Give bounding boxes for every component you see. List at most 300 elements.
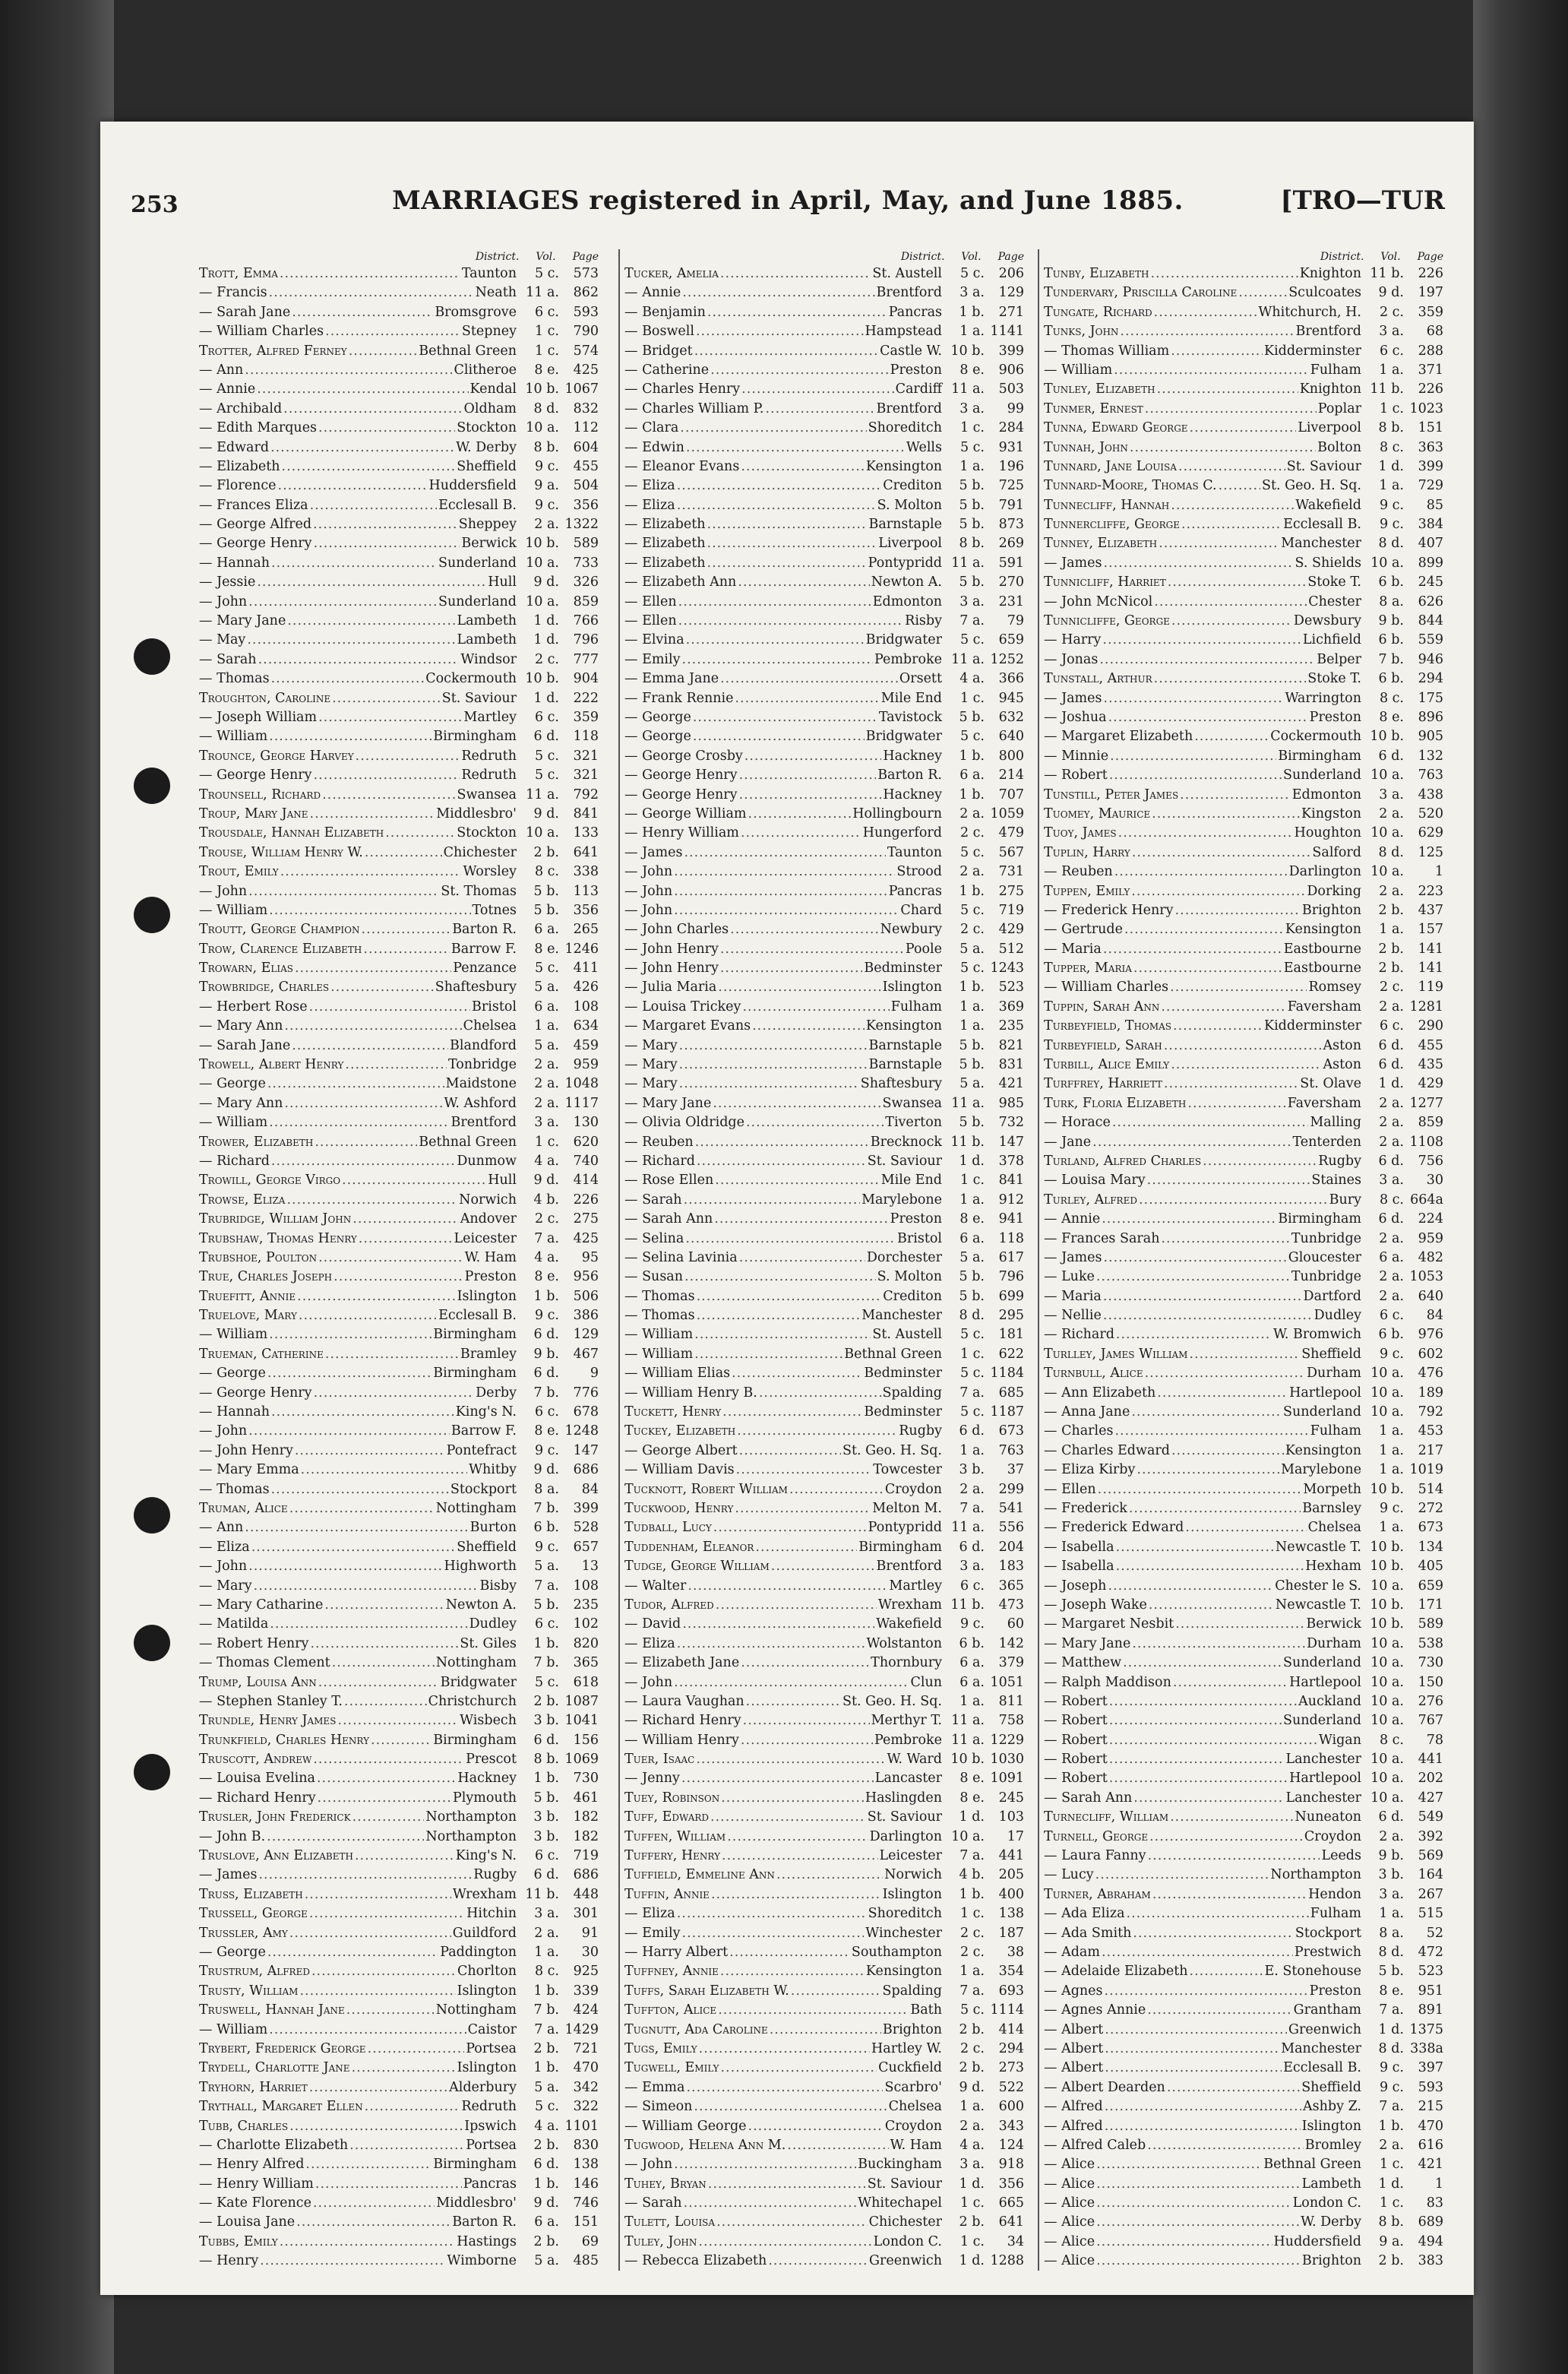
entry-district: W. Ward: [887, 1752, 942, 1768]
leader-dots: [1102, 631, 1301, 650]
entry-volume: 10 a.: [1370, 1693, 1404, 1709]
leader-dots: [1112, 1113, 1309, 1132]
entry-district: Brighton: [882, 2021, 942, 2037]
entry-district: Hull: [488, 1173, 517, 1189]
entry-volume: 3 b.: [533, 1828, 559, 1844]
entry-name: — Mary: [624, 1076, 678, 1092]
entry-page: 1030: [990, 1752, 1024, 1768]
register-entry: [624, 1924, 1024, 1943]
entry-name: — Eliza: [624, 1635, 675, 1651]
entry-district: Chichester: [868, 2214, 942, 2230]
entry-page: 187: [998, 1925, 1024, 1941]
entry-name: Turner, Abraham: [1044, 1886, 1151, 1902]
entry-page: 657: [573, 1539, 599, 1555]
entry-page: 673: [998, 1423, 1024, 1439]
register-entry: [1044, 2059, 1443, 2078]
entry-name: — William: [624, 1346, 694, 1362]
entry-page: 386: [573, 1308, 599, 1324]
entry-page: 1101: [564, 2118, 599, 2134]
register-entry: [199, 1962, 599, 1981]
entry-name: Tuffney, Annie: [624, 1964, 719, 1980]
entry-volume: 9 c.: [534, 1442, 559, 1458]
entry-page: 138: [998, 1906, 1024, 1922]
leader-dots: [267, 1364, 432, 1383]
entry-name: — Agnes: [1044, 1983, 1103, 1999]
register-entry: [199, 1904, 599, 1923]
entry-page: 424: [573, 2002, 599, 2018]
entry-name: Tuddenham, Eleanor: [624, 1539, 754, 1555]
entry-page: 906: [998, 362, 1024, 378]
register-entry: [199, 1635, 599, 1654]
leader-dots: [741, 1731, 873, 1750]
entry-page: 99: [1007, 400, 1024, 416]
entry-district: Lambeth: [457, 613, 517, 629]
entry-district: Hartlepool: [1289, 1674, 1361, 1690]
entry-name: — Kate Florence: [199, 2195, 311, 2211]
entry-name: — Mary Jane: [624, 1095, 712, 1111]
leader-dots: [674, 2155, 856, 2174]
entry-name: — William: [1044, 362, 1113, 378]
leader-dots: [280, 2233, 456, 2252]
entry-volume: 1 a.: [959, 458, 985, 474]
register-entry: [624, 940, 1024, 959]
entry-name: — Rebecca Elizabeth: [624, 2253, 767, 2269]
register-entry: [199, 1847, 599, 1866]
entry-page: 721: [573, 2040, 599, 2056]
entry-district: Leeds: [1321, 1848, 1361, 1864]
leader-dots: [365, 844, 442, 863]
entry-name: — James: [1044, 1249, 1102, 1265]
entry-page: 514: [1418, 1481, 1443, 1497]
leader-dots: [1105, 2097, 1301, 2116]
column-header-page: Page: [572, 251, 599, 263]
leader-dots: [1120, 322, 1294, 341]
entry-district: Preston: [890, 362, 942, 378]
entry-name: — Ada Eliza: [1044, 1906, 1125, 1922]
entry-volume: 8 c.: [1379, 1732, 1404, 1748]
register-entry: [624, 1828, 1024, 1847]
entry-name: — Jane: [1044, 1134, 1092, 1150]
entry-district: Bedminster: [864, 1404, 942, 1420]
entry-district: Croydon: [884, 1481, 942, 1497]
entry-district: Ecclesall B.: [438, 497, 517, 513]
register-entry: [1044, 1325, 1443, 1344]
leader-dots: [362, 920, 451, 939]
entry-volume: 6 d.: [1378, 1153, 1404, 1169]
entry-district: W. Ham: [890, 2137, 942, 2153]
entry-page: 896: [1418, 709, 1443, 725]
entry-volume: 6 b.: [1378, 632, 1404, 648]
register-entry: [199, 1094, 599, 1113]
entry-page: 141: [1418, 941, 1443, 957]
register-entry: [624, 766, 1024, 785]
leader-dots: [1096, 2252, 1301, 2271]
entry-district: Brighton: [1301, 902, 1361, 918]
entry-page: 841: [573, 806, 599, 821]
entry-name: — Susan: [624, 1269, 684, 1285]
leader-dots: [722, 1847, 878, 1866]
entry-name: — Mary Emma: [199, 1462, 299, 1478]
entry-volume: 8 e.: [1379, 709, 1404, 725]
entry-page: 288: [1418, 343, 1443, 359]
register-entry: [1044, 1094, 1443, 1113]
entry-name: Tunnicliffe, George: [1044, 613, 1170, 629]
leader-dots: [247, 631, 455, 650]
entry-district: St. Olave: [1300, 1076, 1361, 1092]
register-entry: [1044, 1711, 1443, 1730]
leader-dots: [1173, 1017, 1263, 1036]
entry-page: 830: [573, 2137, 599, 2153]
entry-page: 108: [573, 1578, 599, 1594]
register-entry: [1044, 1538, 1443, 1557]
register-entry: [1044, 515, 1443, 534]
entry-name: Tuckwood, Henry: [624, 1501, 734, 1516]
register-entry: [199, 1924, 599, 1943]
entry-name: — Bridget: [624, 343, 693, 359]
register-entry: [624, 1635, 1024, 1654]
entry-page: 732: [998, 1115, 1024, 1131]
register-entry: [1044, 303, 1443, 322]
entry-volume: 2 c.: [534, 1211, 559, 1227]
entry-district: Strood: [896, 864, 942, 880]
leader-dots: [741, 380, 893, 399]
entry-volume: 8 d.: [1378, 844, 1404, 860]
register-entry: [624, 882, 1024, 901]
register-entry: [624, 1518, 1024, 1537]
entry-name: — Alice: [1044, 2195, 1095, 2211]
entry-district: Sheffield: [1301, 2079, 1361, 2095]
leader-dots: [314, 766, 460, 785]
entry-volume: 5 b.: [533, 902, 559, 918]
leader-dots: [271, 554, 437, 573]
register-entry: [1044, 534, 1443, 553]
entry-page: 421: [998, 1076, 1024, 1092]
entry-name: — Richard: [199, 1153, 270, 1169]
entry-page: 322: [573, 2099, 599, 2115]
register-entry: [624, 1325, 1024, 1344]
entry-page: 476: [1418, 1366, 1443, 1382]
leader-dots: [1118, 824, 1293, 843]
scan-edge-right: [1473, 0, 1568, 2374]
leader-dots: [1157, 380, 1298, 399]
leader-dots: [727, 1828, 868, 1847]
entry-district: Sculcoates: [1288, 285, 1361, 301]
register-entry: [624, 1384, 1024, 1403]
leader-dots: [674, 882, 887, 901]
entry-district: Preston: [1309, 709, 1361, 725]
entry-volume: 1 d.: [1378, 2021, 1404, 2037]
leader-dots: [711, 1885, 881, 1904]
entry-district: Stockton: [457, 825, 517, 841]
entry-district: Bridgwater: [865, 632, 942, 648]
leader-dots: [1154, 303, 1257, 322]
entry-name: — Edward: [199, 439, 270, 455]
register-entry: [199, 593, 599, 612]
entry-name: — Jonas: [1044, 651, 1099, 667]
entry-volume: 1 c.: [959, 420, 985, 436]
entry-name: Tuplin, Harry: [1044, 844, 1130, 860]
entry-volume: 6 c.: [1379, 343, 1404, 359]
entry-volume: 6 c.: [534, 1404, 559, 1420]
register-entry: [624, 1615, 1024, 1634]
register-entry: [1044, 573, 1443, 592]
entry-district: St. Thomas: [441, 883, 517, 899]
entry-volume: 10 a.: [1370, 825, 1404, 841]
register-entry: [199, 283, 599, 302]
leader-dots: [1103, 554, 1293, 573]
leader-dots: [1096, 1268, 1290, 1287]
leader-dots: [280, 264, 460, 283]
entry-name: Tunby, Elizabeth: [1044, 266, 1149, 281]
entry-district: St. Saviour: [1286, 458, 1361, 474]
register-entry: [1044, 1769, 1443, 1788]
entry-name: — Louisa Evelina: [199, 1771, 315, 1787]
entry-volume: 6 c.: [1379, 1018, 1404, 1034]
entry-name: Trydell, Charlotte Jane: [199, 2060, 350, 2076]
register-entry: [624, 496, 1024, 515]
entry-volume: 5 b.: [959, 517, 985, 533]
register-entry: [199, 361, 599, 380]
entry-page: 245: [1418, 575, 1443, 590]
leader-dots: [1170, 1808, 1293, 1827]
entry-district: Alderbury: [449, 2079, 517, 2095]
leader-dots: [346, 2001, 435, 2020]
entry-name: — Hannah: [199, 1404, 270, 1420]
entry-volume: 1 a.: [1379, 362, 1404, 378]
entry-page: 796: [998, 1269, 1024, 1285]
entry-name: Troutt, George Champion: [199, 922, 360, 938]
entry-name: — George Albert: [624, 1442, 738, 1458]
entry-volume: 10 a.: [1370, 1404, 1404, 1420]
entry-volume: 8 c.: [534, 1964, 559, 1980]
leader-dots: [682, 283, 874, 302]
entry-name: — George Henry: [199, 1385, 312, 1401]
leader-dots: [674, 901, 899, 920]
leader-dots: [287, 612, 455, 631]
entry-district: Bethnal Green: [419, 1134, 517, 1150]
entry-volume: 10 b.: [525, 381, 559, 397]
entry-district: Marylebone: [861, 1192, 942, 1208]
leader-dots: [1108, 708, 1308, 727]
register-entry: [199, 747, 599, 766]
entry-volume: 10 a.: [526, 825, 559, 841]
entry-page: 665: [998, 2195, 1024, 2211]
register-entry: [199, 940, 599, 959]
entry-volume: 9 a.: [534, 478, 559, 494]
entry-volume: 4 a.: [959, 2137, 985, 2153]
register-entry: [1044, 708, 1443, 727]
entry-district: Birmingham: [858, 1539, 942, 1555]
column-header-district: District.: [475, 251, 520, 263]
leader-dots: [332, 689, 441, 708]
leader-dots: [313, 2194, 435, 2213]
entry-name: — Richard Henry: [199, 1790, 316, 1806]
register-entry: [199, 1037, 599, 1056]
entry-page: 164: [1418, 1867, 1443, 1883]
entry-page: 1141: [990, 324, 1024, 340]
entry-district: Rugby: [899, 1423, 942, 1439]
entry-name: — James: [1044, 690, 1102, 706]
entry-volume: 10 b.: [1370, 1559, 1404, 1575]
entry-page: 792: [573, 787, 599, 802]
entry-name: — Harry: [1044, 632, 1102, 648]
entry-name: — John: [199, 594, 248, 609]
leader-dots: [284, 1094, 442, 1113]
entry-district: Shoreditch: [868, 420, 942, 436]
entry-district: Bridgwater: [865, 729, 942, 745]
leader-dots: [269, 727, 432, 746]
register-entry: [624, 264, 1024, 283]
entry-district: Merthyr T.: [871, 1713, 942, 1729]
entry-district: Islington: [1301, 2118, 1361, 2134]
entry-name: — Joshua: [1044, 709, 1107, 725]
entry-page: 699: [998, 1288, 1024, 1304]
entry-district: Bolton: [1317, 439, 1361, 455]
leader-dots: [707, 303, 887, 322]
entry-volume: 2 b.: [1378, 941, 1404, 957]
entry-district: Tiverton: [885, 1115, 942, 1131]
page-title: MARRIAGES registered in April, May, and June 1885.: [392, 185, 1184, 216]
entry-district: W. Bromwich: [1272, 1327, 1361, 1343]
entry-district: Hackney: [883, 748, 942, 764]
entry-volume: 1 a.: [1379, 1442, 1404, 1458]
entry-district: Portsea: [466, 2040, 517, 2056]
leader-dots: [752, 1017, 865, 1036]
entry-district: Ecclesall B.: [1283, 2060, 1361, 2076]
register-entry: [1044, 1673, 1443, 1692]
entry-name: — Thomas: [624, 1308, 695, 1324]
entry-name: — Margaret Evans: [624, 1018, 751, 1034]
leader-dots: [743, 1711, 870, 1730]
entry-volume: 5 a.: [959, 1249, 985, 1265]
entry-page: 150: [1418, 1674, 1443, 1690]
register-entry: [199, 554, 599, 573]
leader-dots: [714, 1210, 888, 1229]
entry-district: Tunbridge: [1291, 1230, 1361, 1246]
entry-district: Bisby: [479, 1578, 517, 1594]
entry-volume: 1 b.: [959, 980, 985, 995]
entry-volume: 2 b.: [533, 2233, 559, 2249]
entry-district: St. Austell: [872, 266, 942, 281]
leader-dots: [305, 2155, 432, 2174]
entry-page: 549: [1418, 1809, 1443, 1825]
entry-volume: 1 a.: [959, 1018, 985, 1034]
register-entry: [1044, 1692, 1443, 1711]
entry-page: 425: [573, 1230, 599, 1246]
entry-volume: 3 a.: [959, 1559, 985, 1575]
entry-district: St. Saviour: [867, 1809, 942, 1825]
leader-dots: [759, 1384, 881, 1403]
entry-name: — James: [1044, 555, 1102, 571]
leader-dots: [315, 1133, 417, 1152]
leader-dots: [301, 1461, 467, 1480]
entry-district: Brentford: [876, 1559, 942, 1575]
entry-district: Dudley: [469, 1616, 517, 1632]
entry-volume: 2 b.: [533, 2137, 559, 2153]
entry-page: 425: [573, 362, 599, 378]
entry-district: Orsett: [899, 671, 942, 687]
entry-volume: 1 b.: [959, 748, 985, 764]
entry-district: Romsey: [1308, 980, 1361, 995]
leader-dots: [707, 534, 877, 553]
leader-dots: [332, 1654, 435, 1673]
leader-dots: [269, 1113, 449, 1132]
entry-district: Redruth: [461, 768, 517, 783]
entry-district: Highworth: [444, 1559, 517, 1575]
entry-page: 265: [573, 922, 599, 938]
entry-name: Tubbs, Emily: [199, 2233, 278, 2249]
register-entry: [199, 824, 599, 843]
entry-page: 290: [1418, 1018, 1443, 1034]
leader-dots: [299, 1982, 455, 2001]
entry-page: 1375: [1409, 2021, 1443, 2037]
register-entry: [1044, 1152, 1443, 1171]
entry-page: 873: [998, 517, 1024, 533]
entry-name: Tuppin, Sarah Ann: [1044, 999, 1160, 1014]
register-entry: [199, 322, 599, 341]
register-entry: [624, 1731, 1024, 1750]
register-entry: [199, 1249, 599, 1268]
entry-district: Brentford: [876, 285, 942, 301]
entry-page: 821: [998, 1037, 1024, 1053]
leader-dots: [283, 400, 462, 419]
entry-district: Manchester: [861, 1308, 942, 1324]
leader-dots: [708, 2175, 866, 2194]
entry-page: 766: [573, 613, 599, 629]
leader-dots: [741, 824, 861, 843]
entry-volume: 1 d.: [959, 2176, 985, 2192]
leader-dots: [260, 2252, 445, 2271]
register-entry: [624, 1345, 1024, 1364]
leader-dots: [271, 669, 425, 688]
leader-dots: [1170, 978, 1307, 997]
entry-district: Islington: [882, 1886, 942, 1902]
register-entry: [1044, 1017, 1443, 1036]
leader-dots: [713, 1518, 867, 1537]
leader-dots: [318, 708, 462, 727]
entry-page: 725: [998, 478, 1024, 494]
entry-name: — Eliza Kirby: [1044, 1462, 1136, 1478]
entry-page: 1288: [990, 2253, 1024, 2269]
entry-page: 686: [573, 1867, 599, 1883]
leader-dots: [296, 2213, 450, 2232]
entry-name: — Stephen Stanley T.: [199, 1693, 343, 1709]
leader-dots: [674, 863, 895, 882]
entry-name: Tudball, Lucy: [624, 1520, 712, 1536]
leader-dots: [1109, 1692, 1297, 1711]
register-entry: [199, 1538, 599, 1557]
entry-page: 925: [573, 1964, 599, 1980]
entry-name: — Albert: [1044, 2040, 1104, 2056]
entry-page: 421: [1418, 2157, 1443, 2173]
entry-name: — Anna Jane: [1044, 1404, 1130, 1420]
register-entry: [1044, 727, 1443, 746]
entry-volume: 2 a.: [959, 864, 985, 880]
entry-district: Wakefield: [1295, 497, 1361, 513]
entry-page: 640: [1418, 1288, 1443, 1304]
leader-dots: [686, 631, 865, 650]
entry-volume: 10 b.: [950, 343, 985, 359]
entry-volume: 6 d.: [533, 1867, 559, 1883]
leader-dots: [1171, 1442, 1284, 1461]
entry-name: — Ellen: [1044, 1481, 1096, 1497]
entry-district: Pancras: [888, 883, 942, 899]
register-entry: [199, 920, 599, 939]
entry-page: 151: [1418, 420, 1443, 436]
entry-page: 504: [573, 478, 599, 494]
leader-dots: [352, 2059, 456, 2078]
entry-volume: 5 b.: [959, 1037, 985, 1053]
